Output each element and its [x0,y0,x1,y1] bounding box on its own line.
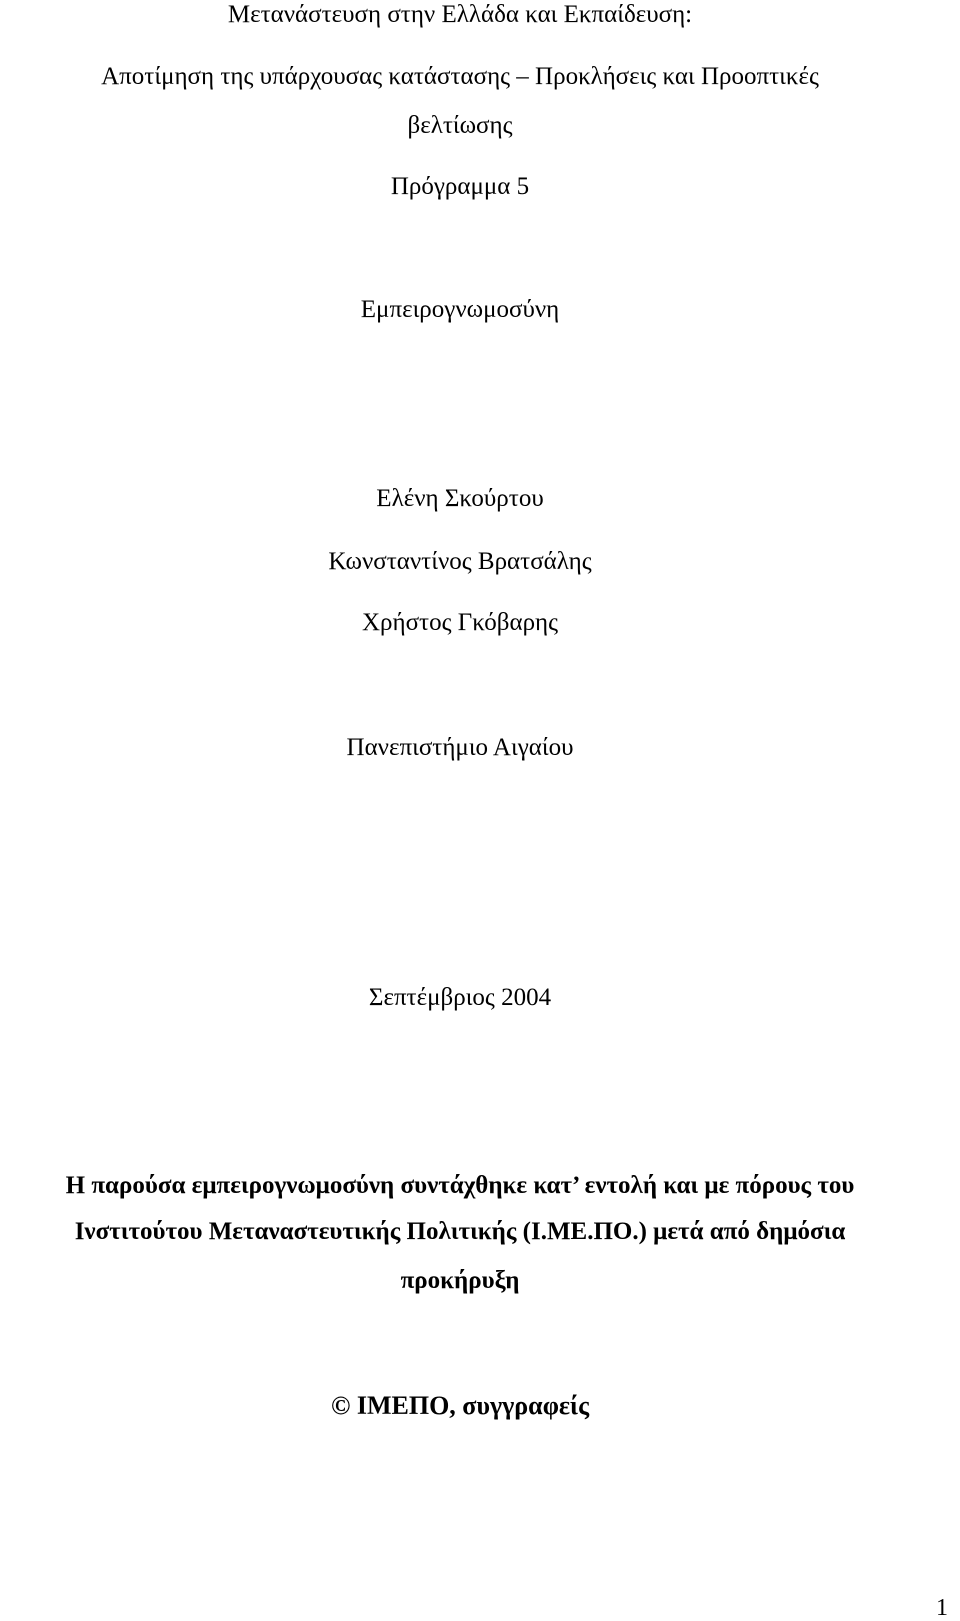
commission-note-line-2: Ινστιτούτου Μεταναστευτικής Πολιτικής (Ι.ΜΕ.ΠΟ.) μετά από δημόσια [74,1218,846,1245]
institution: Πανεπιστήμιο Αιγαίου [346,734,574,761]
title-line-2: Αποτίμηση της υπάρχουσας κατάστασης – Προκλήσεις και Προοπτικές [101,63,819,90]
report-type: Εμπειρογνωμοσύνη [360,296,560,323]
program-label: Πρόγραμμα 5 [390,173,530,200]
commission-note-line-3: προκήρυξη [400,1267,520,1294]
commission-note-line-1: Η παρούσα εμπειρογνωμοσύνη συντάχθηκε κατ’ εντολή και με πόρους του [65,1172,855,1199]
copyright-notice: © ΙΜΕΠΟ, συγγραφείς [330,1391,590,1420]
author-name: Χρήστος Γκόβαρης [361,609,559,636]
title-line-3: βελτίωσης [407,112,513,139]
title-line-1: Μετανάστευση στην Ελλάδα και Εκπαίδευση: [227,1,693,28]
author-name: Κωνσταντίνος Βρατσάλης [328,548,592,575]
page-number: 1 [936,1595,948,1621]
author-name: Ελένη Σκούρτου [376,485,544,512]
publication-date: Σεπτέμβριος 2004 [368,984,552,1011]
